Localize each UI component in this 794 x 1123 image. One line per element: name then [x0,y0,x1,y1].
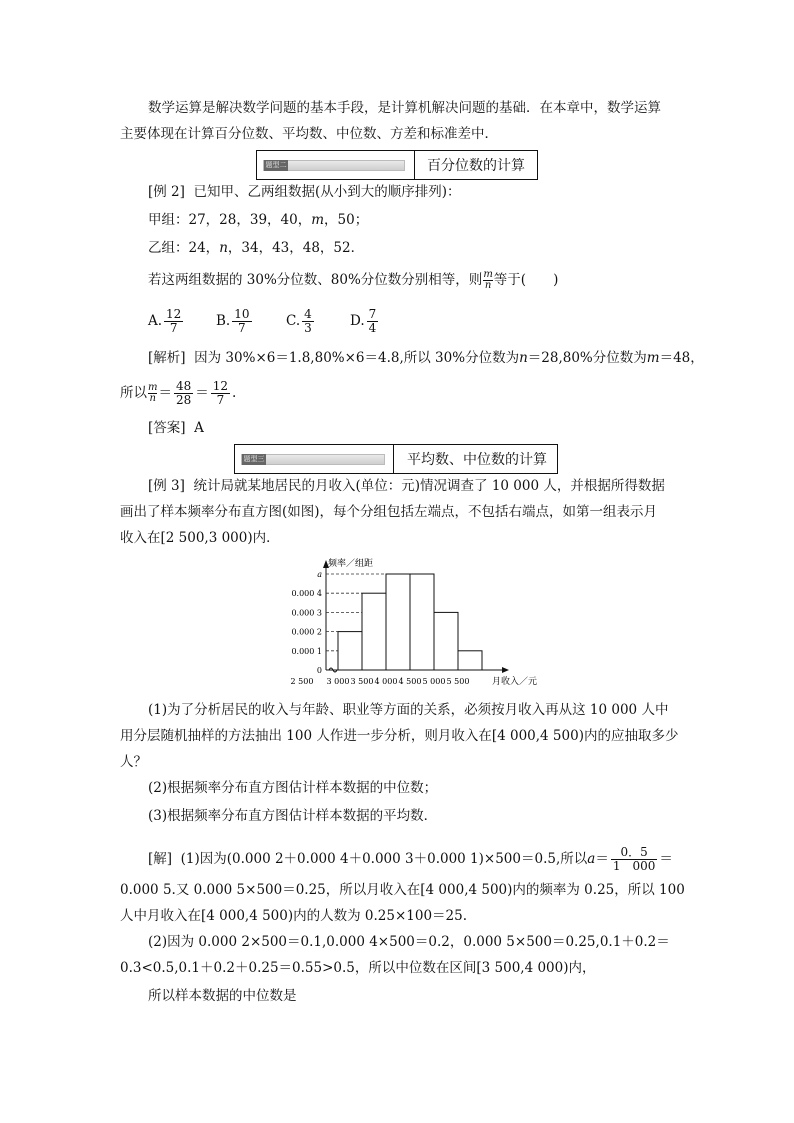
solution-2-line-2: 0.3<0.5,0.1＋0.2＋0.25＝0.55>0.5，所以中位数在区间[3 500,4 000)内， [120,960,596,976]
y-tick-label: a [317,570,322,579]
solution-1-line-3: 人中月收入在[4 000,4 500)内的人数为 0.25×100＝25. [120,908,468,924]
histogram-bar [434,612,458,670]
solution-1-line-2: 0.000 5.又 0.000 5×500＝0.25，所以月收入在[4 000,4 500)内的频率为 0.25，所以 100 [120,882,685,898]
section-header-mean-median [234,444,558,474]
solution-2-line-3: 所以样本数据的中位数是 [148,988,297,1004]
y-tick-label: 0.000 3 [291,608,322,618]
intro-line-2: 主要体现在计算百分位数、平均数、中位数、方差和标准差中． [120,126,498,142]
x-tick-label: 4 000 [374,677,398,686]
frequency-histogram [270,556,560,694]
question-1-line-2: 用分层随机抽样的方法抽出 100 人作进一步分析，则月收入在[4 000,4 500)内的应抽取多少 [120,728,679,744]
option-b: B. $\frac{10}{7}$ [216,307,250,335]
y-tick-label: 0.000 4 [291,589,322,599]
y-axis-label: 频率／组距 [328,559,374,569]
intro-line-1: 数学运算是解决数学问题的基本手段，是计算机解决问题的基础．在本章中，数学运算 [148,100,661,116]
question-1-line-1: (1)为了分析居民的收入与年龄、职业等方面的关系，必须按月收入再从这 10 000 人中 [148,702,669,718]
section-title: 平均数、中位数的计算 [407,452,547,468]
analysis-line-1: [解析] 因为 30%×6＝1.8,80%×6＝4.8,所以 30%分位数为n＝28,80%分位数为m＝48， [148,350,704,366]
option-a: A. $\frac{12}{7}$ [148,307,182,335]
example-3-line-1: [例 3] 统计局就某地居民的月收入(单位：元)情况调查了 10 000 人，并根据所得数据 [148,478,665,494]
analysis-line-2: 所以 $\frac{m}{n}=$ $\frac{48}{28}$ ＝ $\frac{12}{7}$ . [120,379,237,407]
question-3: (3)根据频率分布直方图估计样本数据的平均数． [148,808,438,824]
option-c: C. $\frac{4}{3}$ [286,307,312,335]
example-3-line-2: 画出了样本频率分布直方图(如图)，每个分组包括左端点，不包括右端点，如第一组表示月 [120,504,658,520]
section-tag-bar [241,454,385,465]
histogram-bar [338,632,362,670]
group-b-data: 乙组：24，n，34，43，48，52． [148,240,365,256]
y-tick-label: 0 [316,666,322,675]
question-1-line-3: 人？ [120,754,147,770]
y-tick-label: 0.000 1 [291,646,322,656]
option-d: D. $\frac{7}{4}$ [350,307,377,335]
x-tick-label: 5 000 [422,677,446,686]
question-2: (2)根据频率分布直方图估计样本数据的中位数； [148,780,438,796]
section-tag: 题型二 [265,161,287,169]
y-tick-label: 0.000 2 [291,627,322,637]
section-header-percentile [256,150,538,180]
group-a-data: 甲组：27，28，39，40，m，50； [148,212,369,228]
histogram-bar [410,574,434,670]
x-tick-label: 2 500 [290,677,314,686]
solution-2-line-1: (2)因为 0.000 2×500＝0.1,0.000 4×500＝0.2，0.000 5×500＝0.25,0.1＋0.2＝ [148,934,670,950]
x-axis-arrow [502,667,509,673]
histogram-bar [362,593,386,670]
example-3-line-3: 收入在[2 500,3 000)内． [120,530,280,546]
example-2-question: 若这两组数据的 30%分位数、80%分位数分别相等，则 $\frac{m}{n}$等于( ) [148,269,559,291]
section-tag-bar [263,160,405,171]
x-tick-label: 3 500 [350,677,374,686]
histogram-bar [458,651,482,670]
section-tag: 题型三 [243,455,265,463]
answer-line: [答案] A [148,420,204,436]
x-tick-label: 4 500 [398,677,422,686]
solution-1-line-1: [解] (1)因为(0.000 2＋0.000 4＋0.000 3＋0.000 1)×500＝0.5,所以a＝ $\frac{0.5}{1 000}$ ＝ [148,845,673,873]
x-axis-label: 月收入／元 [492,677,538,687]
example-2-stem: [例 2] 已知甲、乙两组数据(从小到大的顺序排列)： [148,184,461,200]
x-tick-label: 5 500 [446,677,470,686]
histogram-bar [386,574,410,670]
section-title: 百分位数的计算 [427,158,525,174]
x-tick-label: 3 000 [326,677,350,686]
